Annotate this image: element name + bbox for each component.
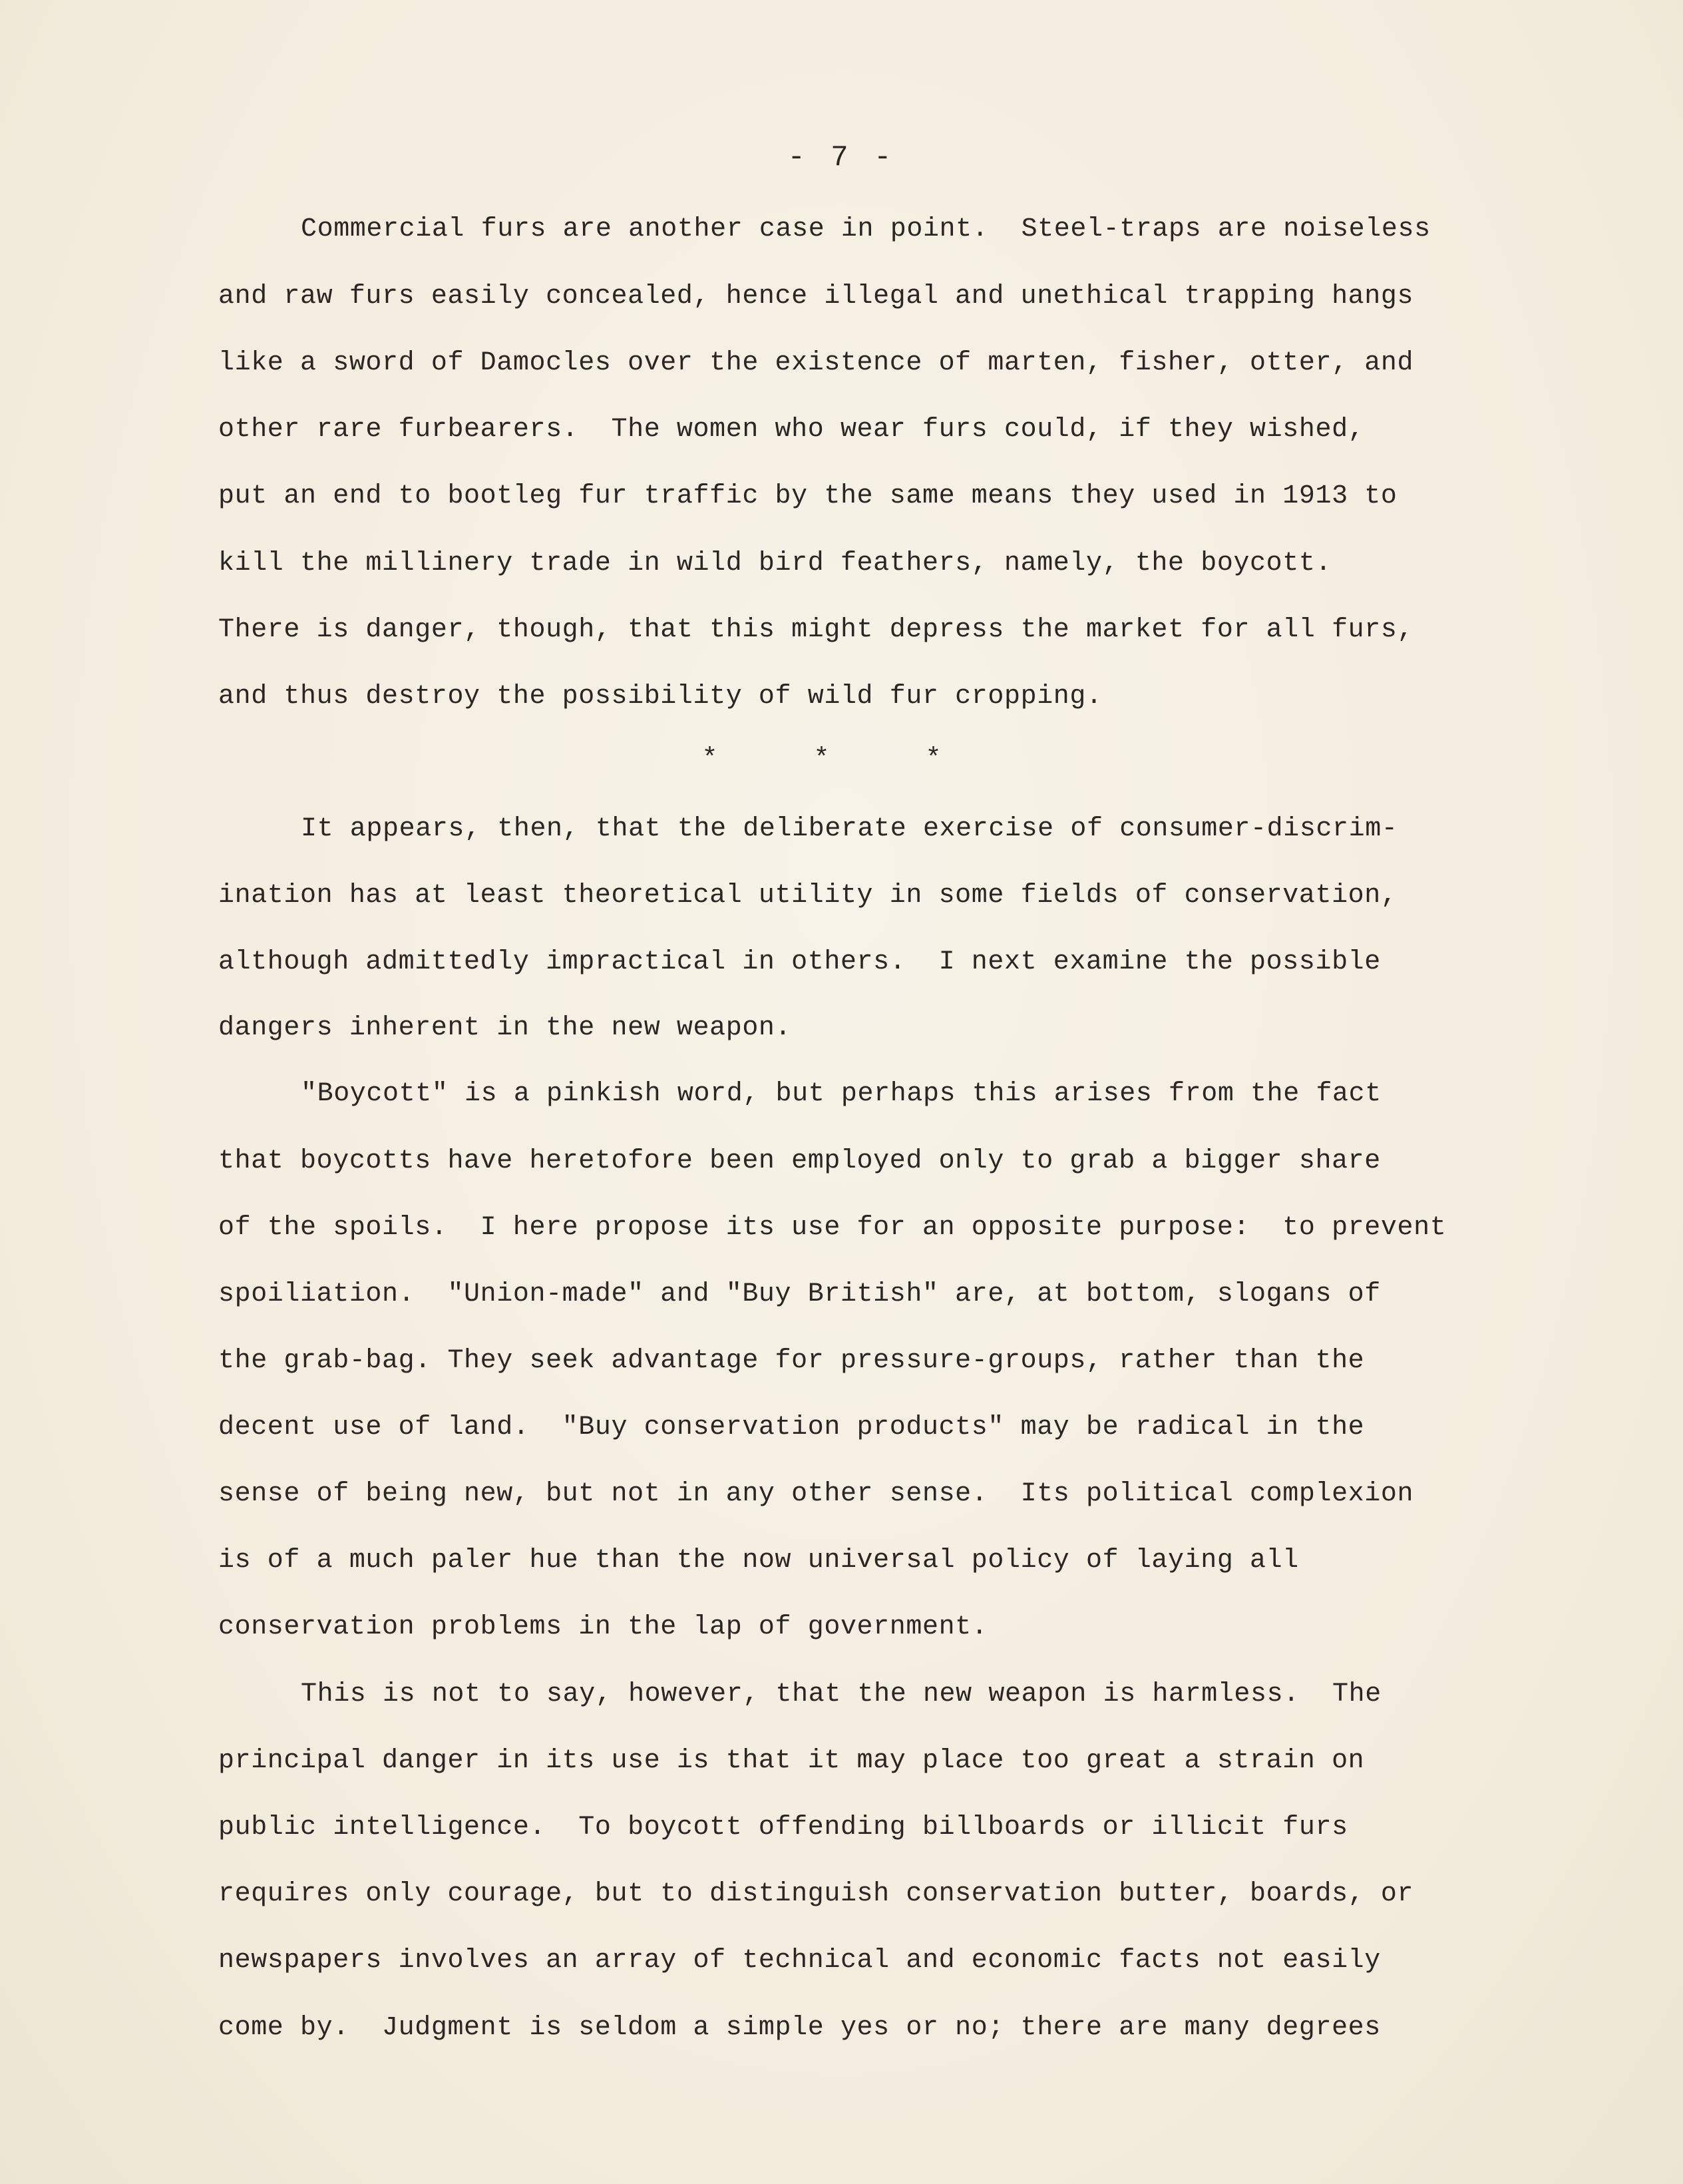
text-line: newspapers involves an array of technical and economic facts not easily <box>218 1946 1381 1976</box>
text-line: principal danger in its use is that it may place too great a strain on <box>218 1746 1365 1776</box>
text-line: and raw furs easily concealed, hence illegal and unethical trapping hangs <box>218 282 1414 312</box>
text-line: although admittedly impractical in others. I next examine the possible <box>218 947 1381 977</box>
text-line: is of a much paler hue than the now universal policy of laying all <box>218 1546 1299 1576</box>
text-line: spoiliation. "Union-made" and "Buy British" are, at bottom, slogans of <box>218 1279 1381 1309</box>
text-line: conservation problems in the lap of government. <box>218 1612 988 1642</box>
text-line: Commercial furs are another case in point. Steel-traps are noiseless <box>301 214 1431 244</box>
text-line: sense of being new, but not in any other sense. Its political complexion <box>218 1479 1414 1509</box>
text-line: decent use of land. "Buy conservation products" may be radical in the <box>218 1413 1365 1442</box>
text-line: ination has at least theoretical utility in some fields of conservation, <box>218 881 1398 911</box>
text-line: public intelligence. To boycott offending billboards or illicit furs <box>218 1813 1348 1843</box>
page-number: - 7 - <box>787 141 896 174</box>
text-line: other rare furbearers. The women who wear furs could, if they wished, <box>218 415 1365 445</box>
text-line: and thus destroy the possibility of wild fur cropping. <box>218 682 1103 712</box>
text-line: There is danger, though, that this might depress the market for all furs, <box>218 615 1414 645</box>
text-line: put an end to bootleg fur traffic by the same means they used in 1913 to <box>218 481 1398 511</box>
text-line: This is not to say, however, that the new weapon is harmless. The <box>301 1679 1382 1709</box>
text-line: like a sword of Damocles over the existence of marten, fisher, otter, and <box>218 348 1414 378</box>
text-line: come by. Judgment is seldom a simple yes or no; there are many degrees <box>218 2013 1381 2043</box>
text-line: the grab-bag. They seek advantage for pressure-groups, rather than the <box>218 1346 1365 1376</box>
text-line: dangers inherent in the new weapon. <box>218 1013 792 1043</box>
text-line: of the spoils. I here propose its use for an opposite purpose: to prevent <box>218 1213 1447 1243</box>
section-separator: * * * <box>701 744 982 774</box>
text-line: kill the millinery trade in wild bird feathers, namely, the boycott. <box>218 548 1332 578</box>
text-line: "Boycott" is a pinkish word, but perhaps this arises from the fact <box>301 1079 1382 1109</box>
text-line: It appears, then, that the deliberate exercise of consumer-discrim- <box>301 814 1398 844</box>
text-line: requires only courage, but to distinguish conservation butter, boards, or <box>218 1879 1414 1909</box>
text-line: that boycotts have heretofore been employed only to grab a bigger share <box>218 1146 1381 1176</box>
